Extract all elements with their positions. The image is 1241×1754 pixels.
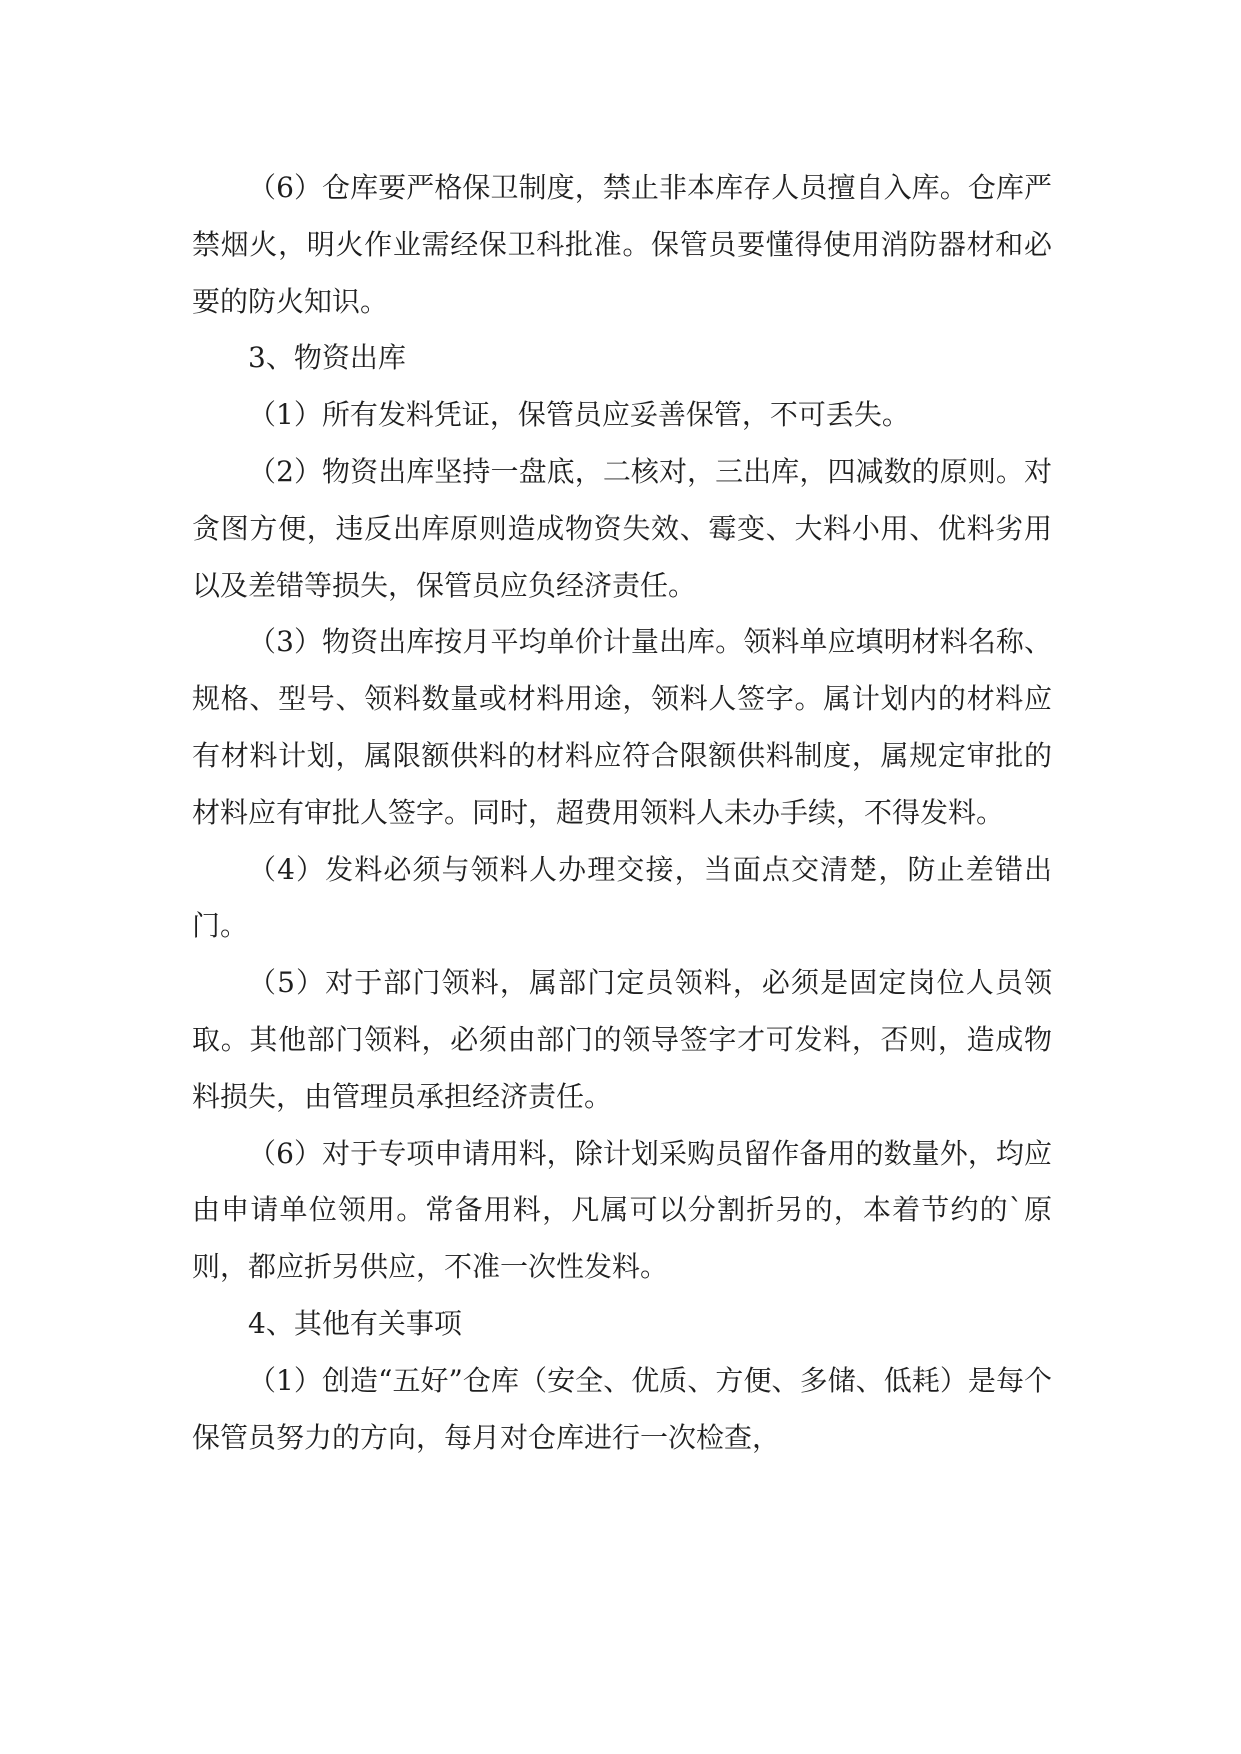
paragraph-outbound-4: （4）发料必须与领料人办理交接，当面点交清楚，防止差错出门。	[192, 852, 1052, 943]
paragraph-outbound-3: （3）物资出库按月平均单价计量出库。领料单应填明材料名称、规格、型号、领料数量或材料用途，领料人签字。属计划内的材料应有材料计划，属限额供料的材料应符合限额供料制度，属规定审批的材料应有审批人签字。同时，超费用领料人未办手续，不得发料。	[192, 625, 1052, 829]
section-heading-other-matters: 4、其他有关事项	[248, 1306, 462, 1340]
paragraph-warehouse-security: （6）仓库要严格保卫制度，禁止非本库存人员擅自入库。仓库严禁烟火，明火作业需经保卫科批准。保管员要懂得使用消防器材和必要的防火知识。	[192, 171, 1052, 318]
paragraph-outbound-1: （1）所有发料凭证，保管员应妥善保管，不可丢失。	[248, 398, 910, 432]
paragraph-outbound-2: （2）物资出库坚持一盘底，二核对，三出库，四减数的原则。对贪图方便，违反出库原则造成物资失效、霉变、大料小用、优料劣用以及差错等损失，保管员应负经济责任。	[192, 454, 1052, 602]
document-body	[192, 160, 1052, 1466]
paragraph-outbound-5: （5）对于部门领料，属部门定员领料，必须是固定岗位人员领取。其他部门领料，必须由部门的领导签字才可发料，否则，造成物料损失，由管理员承担经济责任。	[192, 966, 1052, 1113]
section-heading-material-outbound: 3、物资出库	[248, 341, 406, 375]
paragraph-outbound-6: （6）对于专项申请用料，除计划采购员留作备用的数量外，均应由申请单位领用。常备用料，凡属可以分割折另的，本着节约的`原则，都应折另供应，不准一次性发料。	[192, 1136, 1052, 1284]
paragraph-other-1: （1）创造“五好”仓库（安全、优质、方便、多储、低耗）是每个保管员努力的方向，每月对仓库进行一次检查，	[192, 1363, 1052, 1454]
